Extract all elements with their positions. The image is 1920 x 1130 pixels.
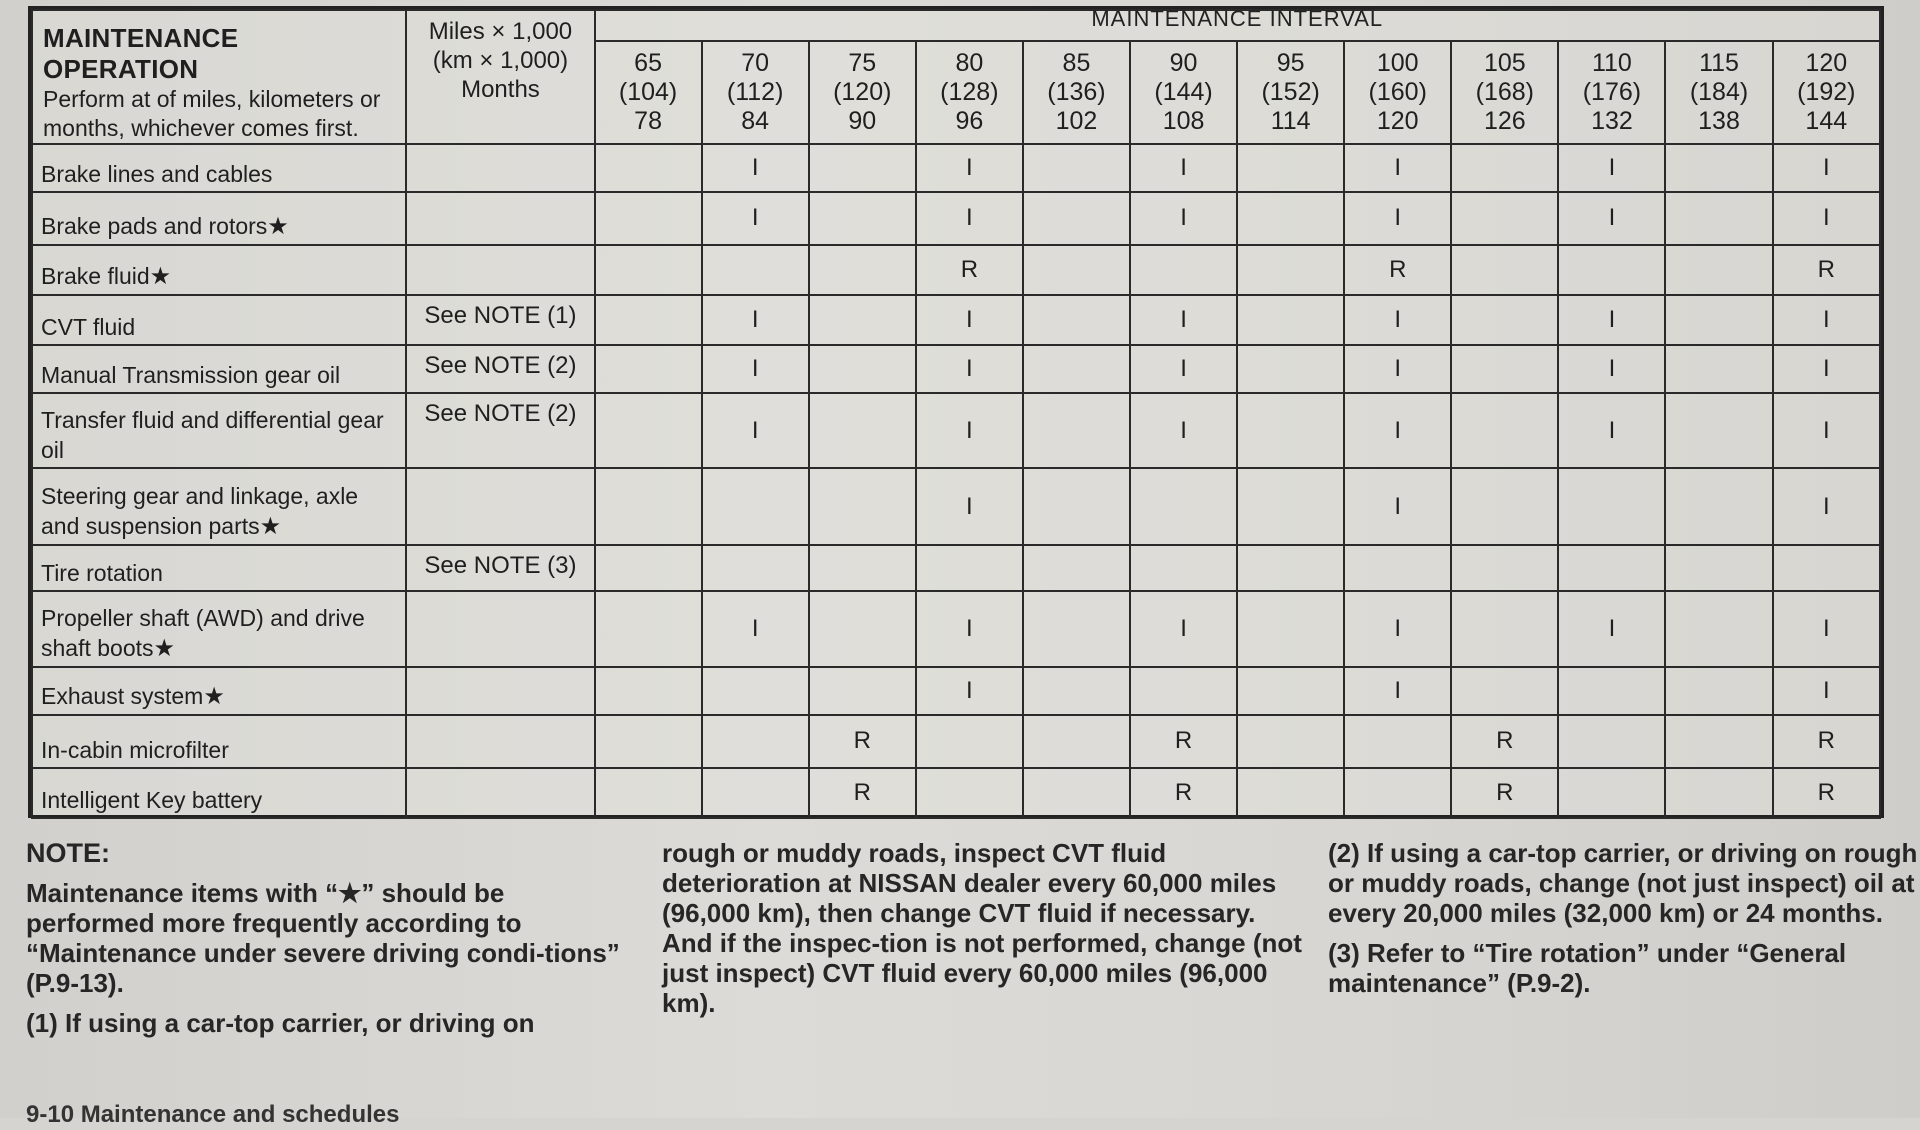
interval-miles: 90 — [1169, 48, 1198, 77]
schedule-mark — [702, 667, 809, 715]
schedule-mark: R — [1773, 245, 1880, 295]
schedule-mark — [1451, 144, 1558, 192]
note-reference — [406, 591, 594, 668]
schedule-mark — [595, 545, 702, 591]
schedule-mark: I — [1344, 192, 1451, 245]
schedule-mark: I — [1344, 295, 1451, 345]
schedule-mark — [595, 667, 702, 715]
schedule-mark: I — [1344, 591, 1451, 668]
schedule-mark — [595, 768, 702, 818]
interval-months: 96 — [955, 106, 984, 135]
schedule-mark — [1558, 715, 1665, 768]
interval-header-0 — [595, 41, 702, 144]
interval-header-title: MAINTENANCE INTERVAL — [595, 10, 1880, 41]
schedule-mark — [1558, 667, 1665, 715]
interval-miles: 100 — [1376, 48, 1419, 77]
schedule-mark — [595, 345, 702, 393]
item-label: Propeller shaft (AWD) and drive shaft boots — [41, 605, 365, 662]
schedule-mark — [1237, 715, 1344, 768]
table-row — [32, 468, 1880, 545]
table-row — [32, 144, 1880, 192]
interval-miles: 85 — [1062, 48, 1091, 77]
schedule-mark: I — [1130, 345, 1237, 393]
schedule-mark: I — [1773, 667, 1880, 715]
schedule-mark — [1344, 545, 1451, 591]
interval-months: 78 — [634, 106, 662, 135]
item-label: Brake pads and rotors — [41, 212, 268, 239]
schedule-mark — [1237, 545, 1344, 591]
schedule-mark: I — [1558, 144, 1665, 192]
schedule-mark — [809, 295, 916, 345]
schedule-mark — [1023, 468, 1130, 545]
note-reference: See NOTE (3) — [406, 545, 594, 591]
interval-miles: 115 — [1699, 48, 1739, 77]
schedule-mark — [1665, 545, 1772, 591]
schedule-mark: R — [916, 245, 1023, 295]
schedule-mark — [1665, 468, 1772, 545]
schedule-mark: I — [1130, 591, 1237, 668]
item-label: Steering gear and linkage, axle and suspension parts — [41, 482, 359, 539]
schedule-mark — [809, 393, 916, 468]
note-3: (3) Refer to “Tire rotation” under “General maintenance” (P.9-2). — [1328, 938, 1847, 998]
operation-header-subtitle: Perform at of miles, kilometers or months, whichever comes first. — [43, 86, 381, 141]
maintenance-schedule-table — [31, 6, 1881, 819]
schedule-mark — [1130, 545, 1237, 591]
note-reference: See NOTE (1) — [406, 295, 594, 345]
interval-months: 120 — [1376, 106, 1419, 135]
item-label: Transfer fluid and differential gear oil — [41, 407, 384, 464]
item-label: Intelligent Key battery — [41, 787, 263, 813]
schedule-mark: I — [702, 192, 809, 245]
schedule-mark — [1023, 667, 1130, 715]
schedule-mark: I — [702, 393, 809, 468]
item-label: CVT fluid — [41, 314, 136, 341]
interval-km: (176) — [1582, 77, 1642, 106]
miles-header-line2: (km × 1,000) — [432, 47, 569, 74]
schedule-mark: I — [916, 345, 1023, 393]
interval-miles: 110 — [1591, 48, 1632, 77]
schedule-mark — [1130, 245, 1237, 295]
note-reference — [406, 768, 594, 818]
schedule-mark — [916, 715, 1023, 768]
schedule-mark — [595, 468, 702, 545]
schedule-mark: I — [1344, 468, 1451, 545]
note-reference — [406, 144, 594, 192]
item-cell — [32, 545, 406, 591]
schedule-mark — [809, 667, 916, 715]
schedule-mark: I — [1773, 144, 1880, 192]
interval-km: (104) — [618, 77, 678, 106]
schedule-mark: I — [1773, 591, 1880, 668]
interval-months: 84 — [741, 106, 770, 135]
schedule-mark — [1237, 667, 1344, 715]
schedule-mark: I — [1558, 192, 1665, 245]
table-row — [32, 667, 1880, 715]
note-reference — [406, 667, 594, 715]
item-cell — [32, 768, 406, 818]
interval-header-3 — [916, 41, 1023, 144]
notes-column-2 — [662, 838, 1302, 1028]
interval-miles: 65 — [634, 48, 662, 77]
star-icon: ★ — [267, 212, 289, 240]
interval-months: 108 — [1162, 106, 1205, 135]
operation-header-title: MAINTENANCE OPERATION — [43, 23, 239, 84]
schedule-mark: I — [1130, 192, 1237, 245]
schedule-mark: I — [1773, 468, 1880, 545]
schedule-mark — [1665, 667, 1772, 715]
schedule-mark: R — [1344, 245, 1451, 295]
notes-column-3 — [1328, 838, 1918, 1008]
interval-miles: 95 — [1276, 48, 1305, 77]
item-cell — [32, 245, 406, 295]
schedule-mark: I — [702, 345, 809, 393]
item-cell — [32, 468, 406, 545]
schedule-mark: R — [1451, 715, 1558, 768]
schedule-mark — [1237, 345, 1344, 393]
interval-miles: 120 — [1805, 48, 1848, 77]
interval-months: 114 — [1270, 106, 1311, 135]
schedule-mark — [1130, 667, 1237, 715]
schedule-mark: I — [916, 192, 1023, 245]
schedule-mark — [1237, 768, 1344, 818]
table-row — [32, 715, 1880, 768]
schedule-mark — [1451, 345, 1558, 393]
schedule-mark — [809, 591, 916, 668]
schedule-mark — [1665, 393, 1772, 468]
notes-column-1 — [26, 838, 626, 1048]
item-label: Tire rotation — [41, 559, 163, 586]
note-reference — [406, 715, 594, 768]
interval-header-6 — [1237, 41, 1344, 144]
item-cell — [32, 715, 406, 768]
schedule-mark: I — [1130, 295, 1237, 345]
interval-km: (184) — [1689, 77, 1749, 106]
schedule-mark: R — [809, 768, 916, 818]
schedule-mark — [1344, 768, 1451, 818]
item-label: Brake lines and cables — [41, 160, 273, 187]
table-row — [32, 591, 1880, 668]
table-row — [32, 345, 1880, 393]
schedule-mark — [1451, 545, 1558, 591]
interval-header-10 — [1665, 41, 1772, 144]
table-row — [32, 393, 1880, 468]
item-label: Exhaust system — [41, 683, 204, 710]
schedule-mark: R — [1130, 768, 1237, 818]
schedule-mark — [1023, 245, 1130, 295]
schedule-mark — [1451, 245, 1558, 295]
schedule-mark — [702, 468, 809, 545]
schedule-mark: I — [1558, 295, 1665, 345]
schedule-mark — [1130, 468, 1237, 545]
interval-km: (120) — [833, 77, 892, 106]
schedule-mark — [809, 144, 916, 192]
star-icon: ★ — [149, 262, 172, 290]
table-row — [32, 245, 1880, 295]
note-reference: See NOTE (2) — [406, 345, 594, 393]
schedule-mark — [1451, 295, 1558, 345]
item-label: Manual Transmission gear oil — [41, 361, 341, 388]
schedule-mark: I — [1773, 295, 1880, 345]
interval-km: (112) — [726, 77, 784, 106]
note-reference — [406, 192, 594, 245]
interval-header-8 — [1451, 41, 1558, 144]
interval-months: 102 — [1055, 106, 1098, 135]
notes-intro: Maintenance items with “★” should be performed more frequently according to “Maintenance under severe driving condi-tions” (P.9-13). — [26, 878, 620, 998]
schedule-mark — [1665, 245, 1772, 295]
schedule-mark — [1665, 295, 1772, 345]
schedule-mark: I — [916, 393, 1023, 468]
schedule-mark — [809, 345, 916, 393]
interval-header-5 — [1130, 41, 1237, 144]
interval-miles: 75 — [848, 48, 877, 77]
schedule-mark — [595, 144, 702, 192]
schedule-mark — [1773, 545, 1880, 591]
schedule-mark: I — [1558, 393, 1665, 468]
schedule-mark — [702, 245, 809, 295]
schedule-mark — [809, 468, 916, 545]
schedule-mark: I — [916, 667, 1023, 715]
schedule-mark — [809, 545, 916, 591]
item-cell — [32, 295, 406, 345]
item-cell — [32, 393, 406, 468]
schedule-mark — [702, 545, 809, 591]
interval-miles: 105 — [1483, 48, 1526, 77]
schedule-mark: I — [916, 468, 1023, 545]
schedule-mark — [1237, 468, 1344, 545]
schedule-mark — [1344, 715, 1451, 768]
interval-km: (192) — [1797, 77, 1856, 106]
schedule-mark — [916, 768, 1023, 818]
schedule-mark — [1237, 295, 1344, 345]
schedule-mark: I — [1773, 345, 1880, 393]
table-row — [32, 768, 1880, 818]
interval-header-7 — [1344, 41, 1451, 144]
star-icon: ★ — [259, 512, 282, 540]
table-row — [32, 545, 1880, 591]
schedule-mark: R — [1773, 715, 1880, 768]
operation-header — [32, 10, 406, 144]
maintenance-schedule-table-frame — [28, 6, 1884, 818]
schedule-mark: I — [702, 144, 809, 192]
table-row — [32, 295, 1880, 345]
schedule-mark — [1558, 545, 1665, 591]
miles-header — [406, 10, 594, 144]
interval-months: 132 — [1591, 106, 1633, 135]
schedule-mark — [702, 715, 809, 768]
schedule-mark — [1665, 768, 1772, 818]
schedule-mark: I — [1344, 144, 1451, 192]
interval-km: (144) — [1154, 77, 1213, 106]
interval-months: 138 — [1698, 106, 1740, 135]
schedule-mark — [1451, 591, 1558, 668]
schedule-mark — [1665, 345, 1772, 393]
schedule-mark — [595, 192, 702, 245]
schedule-mark — [702, 768, 809, 818]
schedule-mark — [1237, 192, 1344, 245]
interval-header-11 — [1773, 41, 1880, 144]
schedule-mark — [1237, 393, 1344, 468]
schedule-mark: I — [1773, 192, 1880, 245]
schedule-mark: I — [1773, 393, 1880, 468]
schedule-mark: I — [1344, 345, 1451, 393]
schedule-mark — [916, 545, 1023, 591]
schedule-mark: I — [916, 295, 1023, 345]
interval-months: 126 — [1483, 106, 1526, 135]
schedule-mark — [595, 393, 702, 468]
interval-km: (160) — [1368, 77, 1427, 106]
schedule-mark: I — [1344, 667, 1451, 715]
schedule-mark — [1023, 715, 1130, 768]
item-label: Brake fluid — [41, 262, 150, 289]
item-cell — [32, 192, 406, 245]
miles-header-line1: Miles × 1,000 — [428, 18, 573, 45]
schedule-mark — [1558, 245, 1665, 295]
schedule-mark — [1023, 345, 1130, 393]
schedule-mark: R — [1130, 715, 1237, 768]
schedule-mark — [595, 591, 702, 668]
schedule-mark — [809, 245, 916, 295]
schedule-mark: I — [1558, 345, 1665, 393]
schedule-mark — [1023, 192, 1130, 245]
interval-km: (152) — [1261, 77, 1320, 106]
interval-header-1 — [702, 41, 809, 144]
schedule-mark — [1451, 192, 1558, 245]
note-1-continued: rough or muddy roads, inspect CVT fluid deterioration at NISSAN dealer every 60,000 miles (96,000 km), then change CVT fluid if necessary. And if the inspec-tion is not performed, change (not just inspect) CVT fluid every 60,000 miles (96,000 km). — [662, 838, 1302, 1018]
schedule-mark — [1023, 545, 1130, 591]
interval-miles: 80 — [955, 48, 984, 77]
schedule-mark — [1023, 393, 1130, 468]
page-footer: 9-10 Maintenance and schedules — [26, 1101, 400, 1128]
star-icon: ★ — [203, 683, 225, 711]
schedule-mark — [1665, 192, 1772, 245]
notes-section — [26, 838, 1918, 1128]
table-row — [32, 192, 1880, 245]
schedule-mark: I — [1344, 393, 1451, 468]
schedule-mark — [809, 192, 916, 245]
interval-header-9 — [1558, 41, 1665, 144]
schedule-mark — [1558, 468, 1665, 545]
schedule-mark — [1023, 144, 1130, 192]
schedule-mark — [1237, 144, 1344, 192]
schedule-mark — [1451, 393, 1558, 468]
schedule-mark: R — [1773, 768, 1880, 818]
item-cell — [32, 144, 406, 192]
note-reference — [406, 468, 594, 545]
schedule-mark: I — [1130, 144, 1237, 192]
schedule-mark — [1451, 667, 1558, 715]
schedule-mark: I — [702, 295, 809, 345]
item-cell — [32, 667, 406, 715]
schedule-mark — [1451, 468, 1558, 545]
schedule-mark: I — [1558, 591, 1665, 668]
interval-header-4 — [1023, 41, 1130, 144]
interval-months: 144 — [1805, 106, 1848, 135]
schedule-mark — [595, 295, 702, 345]
item-cell — [32, 345, 406, 393]
interval-km: (136) — [1047, 77, 1106, 106]
item-label: In-cabin microfilter — [41, 736, 229, 763]
schedule-mark — [1237, 245, 1344, 295]
interval-months: 90 — [848, 106, 877, 135]
interval-header-2 — [809, 41, 916, 144]
schedule-mark — [1665, 715, 1772, 768]
interval-miles: 70 — [741, 48, 770, 77]
schedule-mark — [595, 245, 702, 295]
schedule-mark — [1023, 768, 1130, 818]
schedule-mark — [1023, 295, 1130, 345]
schedule-mark: I — [916, 591, 1023, 668]
schedule-mark — [1665, 144, 1772, 192]
note-1-start: (1) If using a car-top carrier, or driving on — [26, 1008, 535, 1038]
note-2: (2) If using a car-top carrier, or driving on rough or muddy roads, change (not just inspect) oil at every 20,000 miles (32,000 km) or 24 months. — [1328, 838, 1918, 928]
schedule-mark: R — [809, 715, 916, 768]
schedule-mark — [595, 715, 702, 768]
item-cell — [32, 591, 406, 668]
schedule-mark: I — [702, 591, 809, 668]
schedule-mark — [1023, 591, 1130, 668]
schedule-mark — [1558, 768, 1665, 818]
notes-title: NOTE: — [26, 838, 110, 868]
schedule-mark — [1237, 591, 1344, 668]
schedule-mark: I — [916, 144, 1023, 192]
schedule-mark: I — [1130, 393, 1237, 468]
note-reference — [406, 245, 594, 295]
schedule-mark: R — [1451, 768, 1558, 818]
interval-km: (128) — [940, 77, 999, 106]
miles-header-line3: Months — [461, 76, 540, 103]
interval-km: (168) — [1475, 77, 1535, 106]
schedule-mark — [1665, 591, 1772, 668]
note-reference: See NOTE (2) — [406, 393, 594, 468]
star-icon: ★ — [153, 635, 176, 663]
